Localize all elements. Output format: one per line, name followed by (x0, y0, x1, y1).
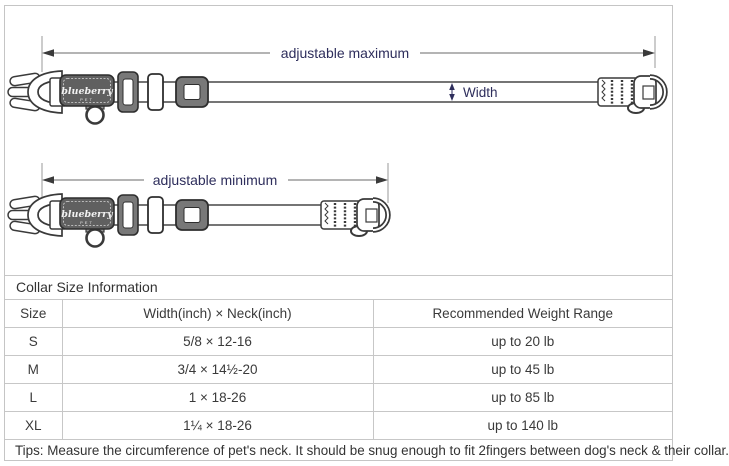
size-cell: L (5, 384, 62, 412)
page-frame (4, 0, 729, 461)
width-neck-cell: 5/8 × 12-16 (62, 328, 373, 356)
collar-size-table (5, 299, 672, 440)
header-width-neck: Width(inch) × Neck(inch) (62, 300, 373, 328)
adjustable-minimum-label: adjustable minimum (152, 172, 278, 188)
adjustable-maximum-label: adjustable maximum (280, 45, 410, 61)
arrow-right-icon (643, 49, 655, 57)
arrow-left-icon (42, 49, 54, 57)
table-row (5, 384, 672, 412)
weight-cell: up to 140 lb (373, 412, 672, 440)
size-cell: M (5, 356, 62, 384)
size-cell: XL (5, 412, 62, 440)
header-size: Size (5, 300, 62, 328)
section-title: Collar Size Information (16, 279, 158, 295)
tips-note: Tips: Measure the circumference of pet's neck. It should be snug enough to fit 2fingers between dog's neck & their collar. (15, 442, 729, 458)
width-neck-cell: 1 × 18-26 (62, 384, 373, 412)
width-neck-cell: 3/4 × 14½-20 (62, 356, 373, 384)
weight-cell: up to 85 lb (373, 384, 672, 412)
table-row (5, 412, 672, 440)
size-cell: S (5, 328, 62, 356)
header-weight-range: Recommended Weight Range (373, 300, 672, 328)
table-row (5, 328, 672, 356)
table-row (5, 356, 672, 384)
collar-diagram-svg: blueberry PET adjustable maximum Width adjustable minimum (5, 6, 672, 275)
collar-maximum-illustration (8, 36, 665, 124)
table-header-row (5, 300, 672, 328)
width-neck-cell: 1¼ × 18-26 (62, 412, 373, 440)
collar-minimum-illustration (8, 163, 388, 247)
width-label: Width (463, 85, 498, 100)
arrow-right-icon (376, 176, 388, 184)
weight-cell: up to 45 lb (373, 356, 672, 384)
collar-diagram (5, 0, 672, 276)
arrow-left-icon (42, 176, 54, 184)
weight-cell: up to 20 lb (373, 328, 672, 356)
